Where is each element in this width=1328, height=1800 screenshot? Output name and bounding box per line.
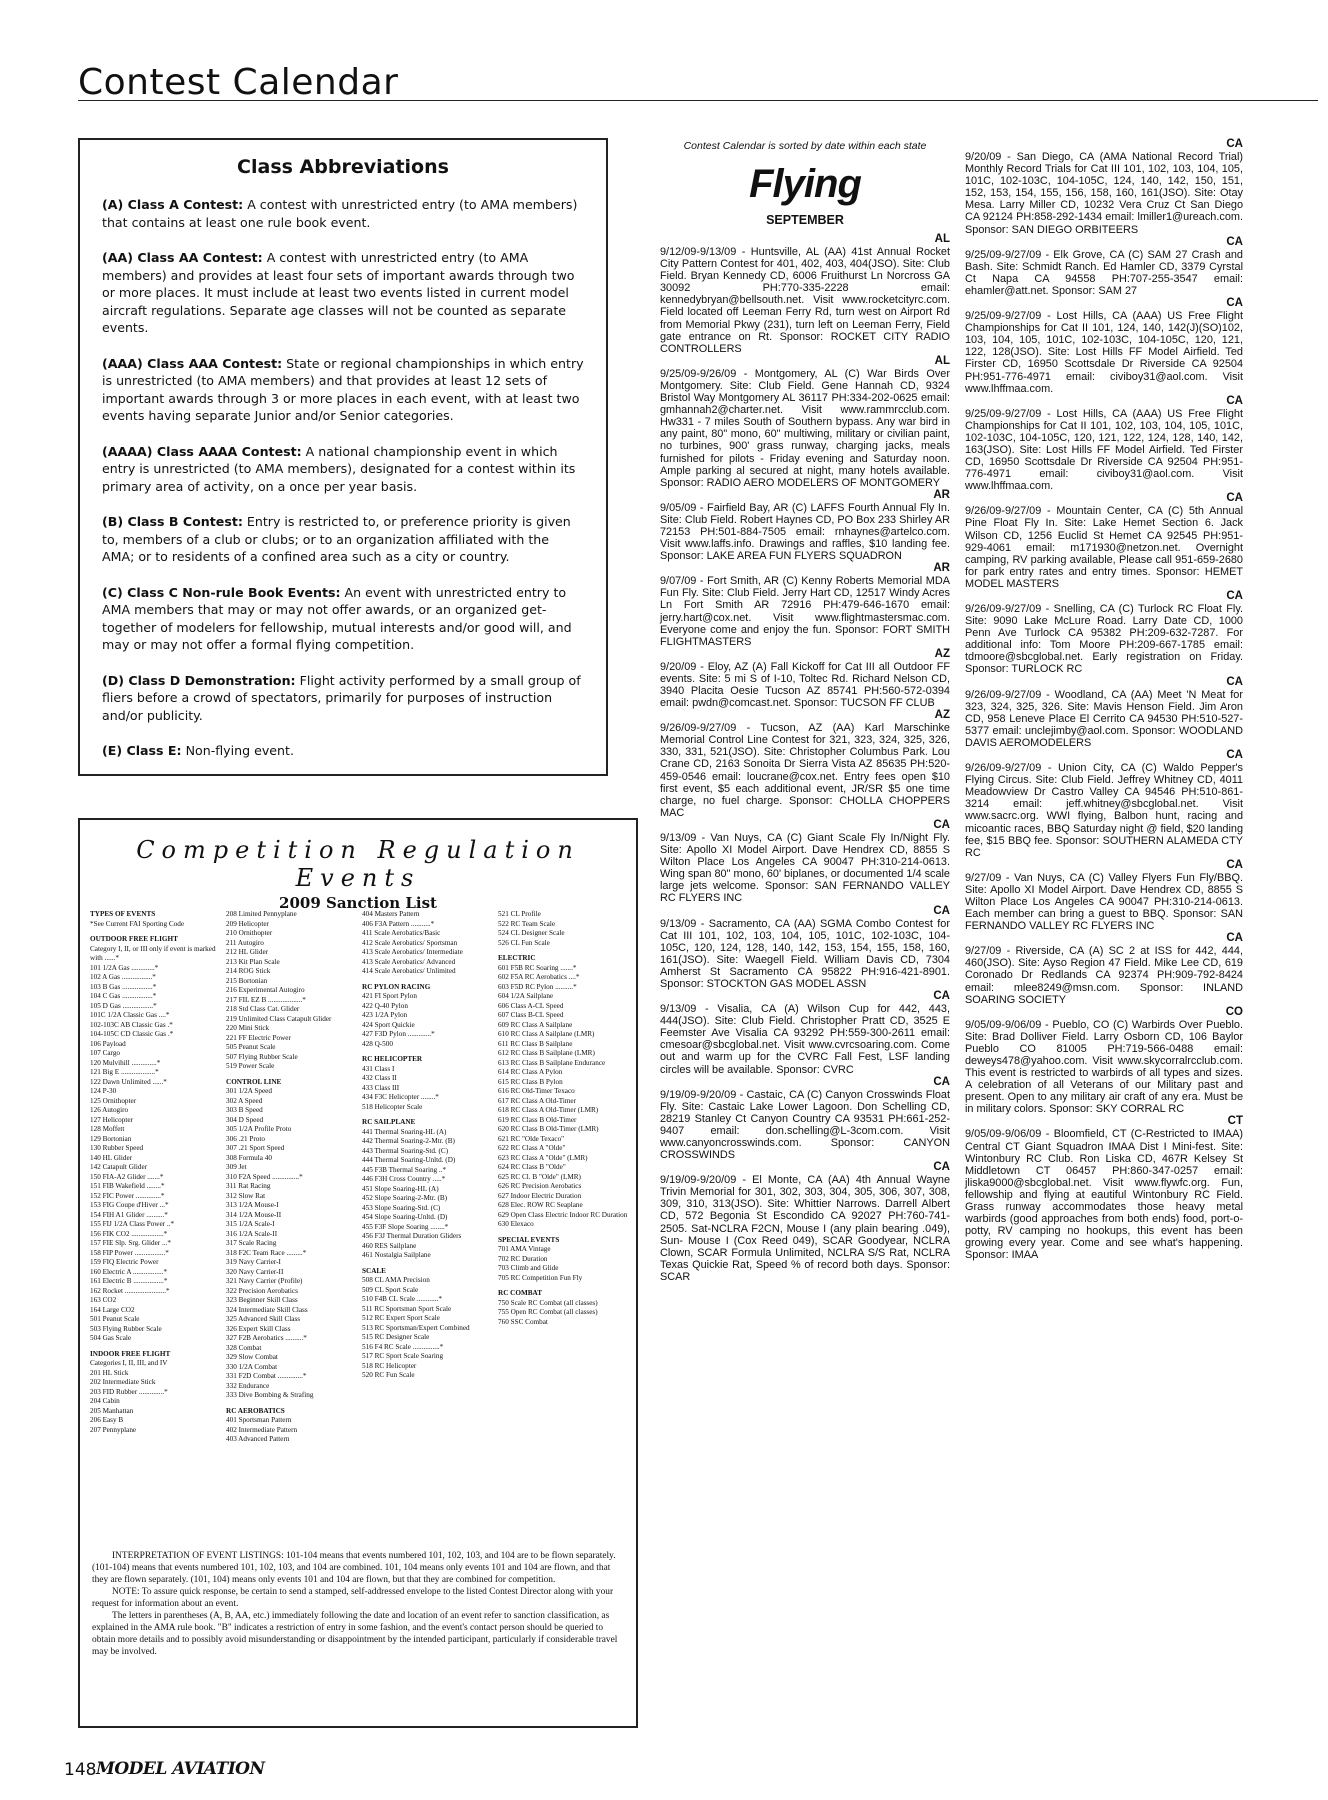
event-code-item: 501 Peanut Scale (90, 1315, 140, 1323)
abbreviation-definition: A contest with unrestricted entry (to AMA members) that contains at least one rule book event. (102, 197, 578, 230)
event-code-item: 424 Sport Quickie (362, 1020, 415, 1029)
sanction-list-subtitle: 2009 Sanction List (279, 894, 437, 912)
event-code-item: 505 Peanut Scale (226, 1043, 276, 1051)
calendar-entry: 9/13/09 - Visalia, CA (A) Wilson Cup for 442, 443, 444(JSO). Site: Club Field. Christopher Pratt CD, 3525 E Feemster Ave Visalia CA 93292 PH:559-300-2611 email: cmesoar@sbcglobal.net. Visit www.cvrcsoaring.com. Come out and warm up for the CVRC Fall Fest, LSF landing circles will be available. Sponsor: CVRC (660, 1003, 950, 1076)
event-code-item: 302 A Speed (226, 1096, 263, 1105)
calendar-column-1 (660, 138, 950, 1283)
event-column (226, 910, 356, 1550)
event-code-item: 317 Scale Racing (226, 1239, 277, 1247)
state-code: CA (933, 818, 950, 831)
event-code-item: 522 RC Team Scale (498, 919, 556, 928)
event-code-item: 702 RC Duration (498, 1254, 548, 1263)
event-code-item: 404 Masters Pattern (362, 910, 420, 918)
event-code-item: 614 RC Class A Pylon (498, 1068, 563, 1076)
event-code-item: 455 F3F Slope Soaring ........* (362, 1222, 449, 1231)
event-code-item: 328 Combat (226, 1343, 262, 1352)
state-code: AL (934, 233, 950, 245)
title-divider (78, 100, 1318, 101)
event-code-item: 521 CL Profile (498, 910, 541, 918)
event-code-item: 607 Class B-CL Speed (498, 1011, 564, 1019)
event-code-item: 316 1/2A Scale-II (226, 1229, 278, 1238)
event-code-item: 627 Indoor Electric Duration (498, 1191, 582, 1200)
event-code-item: 326 Expert Skill Class (226, 1324, 291, 1333)
event-code-item: 432 Class II (362, 1074, 397, 1082)
event-code-item: 154 FIH A1 Glider ..........* (90, 1210, 168, 1219)
abbreviation-definition: Non-flying event. (181, 743, 294, 758)
event-code-item: 515 RC Designer Scale (362, 1333, 430, 1341)
calendar-entry: 9/27/09 - Van Nuys, CA (C) Valley Flyers Fun Fly/BBQ. Site: Apollo XI Model Airport. Dave Hendrex CD, 8855 S Wilton Place Los Angeles CA 90047 PH:310-214-0613. Each member can bring a guest to BBQ. Sponsor: SAN FERNANDO VALLEY RC FLYERS INC (965, 871, 1243, 933)
event-code-item: 760 SSC Combat (498, 1317, 548, 1326)
event-code-item: 159 FIQ Electric Power (90, 1258, 159, 1266)
event-code-item: *See Current FAI Sporting Code (90, 919, 185, 928)
event-code-item: 158 FIP Power .................* (90, 1248, 169, 1257)
event-code-item: 444 Thermal Soaring-Unltd. (D) (362, 1156, 456, 1164)
abbreviation-term: (A) Class A Contest: (102, 197, 244, 212)
state-code: CA (1226, 749, 1243, 762)
event-code-item: 446 F3H Cross Country .....* (362, 1175, 446, 1183)
class-abbreviations-heading: Class Abbreviations (237, 156, 449, 178)
note-paragraph: NOTE: To assure quick response, be certain to send a stamped, self-addressed envelope to the listed Contest Director along with your request for information about an event. (92, 1587, 614, 1609)
event-code-item: 318 F2C Team Race .........* (226, 1248, 307, 1257)
event-code-item: 629 Open Class Electric Indoor RC Duration (498, 1210, 628, 1219)
event-code-item: 205 Manhattan (90, 1406, 134, 1415)
event-code-item: 209 Helicopter (226, 919, 269, 928)
state-code: CA (933, 904, 950, 917)
event-code-item: 604 1/2A Sailplane (498, 992, 554, 1000)
event-code-item: 452 Slope Soaring-2-Mtr. (B) (362, 1194, 448, 1202)
event-code-item: 421 FI Sport Pylon (362, 992, 417, 1000)
event-category-heading: ELECTRIC (498, 954, 536, 962)
state-code: CA (1226, 138, 1243, 150)
calendar-column-2 (965, 138, 1243, 1262)
event-category-heading: OUTDOOR FREE FLIGHT (90, 935, 178, 943)
event-code-item: 156 FIK CO2 ..................* (90, 1229, 168, 1238)
event-code-item: 445 F3B Thermal Soaring ..* (362, 1165, 447, 1174)
event-code-item: 211 Autogiro (226, 938, 264, 947)
event-code-item: 309 Jet (226, 1163, 247, 1171)
event-code-item: 451 Slope Soaring-HL (A) (362, 1184, 439, 1193)
event-code-item: 513 RC Sportsman/Expert Combined (362, 1323, 470, 1332)
calendar-entry: 9/25/09-9/26/09 - Montgomery, AL (C) War Birds Over Montgomery. Site: Club Field. Gene Hannah CD, 9324 Bristol Way Montgomery AL 36117 PH:334-202-0625 email: gmhannah2@charter.net. Visit www.rammrcclub.com. Hw331 - 7 miles South of Southern bypass. Any war bird in any paint, 80" mono, 60" multiwing, military or civilian paint, no turbines, 900' grass runway, charging jacks, meals furnished for pilots - Friday evening and Saturday noon. Ample parking al secured at night, many hotels available. Sponsor: RADIO AERO MODELERS OF MONTGOMERY (660, 367, 950, 489)
event-code-item: 516 F4 RC Scale ...............* (362, 1342, 444, 1351)
abbreviation-term: (C) Class C Non-rule Book Events: (102, 584, 341, 600)
event-column (498, 910, 628, 1550)
event-category-heading: SCALE (362, 1266, 386, 1275)
event-code-item: 207 Pennyplane (90, 1425, 137, 1434)
event-code-item: 213 Kit Plan Scale (226, 957, 280, 966)
event-category-heading: TYPES OF EVENTS (90, 910, 156, 918)
event-code-item: 124 P-30 (90, 1087, 117, 1095)
event-code-item: 127 Helicopter (90, 1115, 133, 1124)
event-code-item: 214 ROG Stick (226, 967, 271, 975)
event-code-item: 305 1/2A Profile Proto (226, 1125, 292, 1133)
state-code: CT (1227, 1115, 1243, 1128)
event-code-item: 208 Limited Pennyplane (226, 910, 297, 918)
event-code-item: 517 RC Sport Scale Soaring (362, 1352, 444, 1360)
state-code: CA (933, 1161, 950, 1174)
event-code-item: 314 1/2A Mouse-II (226, 1210, 282, 1219)
event-code-item: 129 Bortonian (90, 1134, 132, 1143)
event-code-item: 625 RC Cl. B "Olde" (LMR) (498, 1172, 581, 1181)
event-code-item: 315 1/2A Scale-I (226, 1220, 275, 1228)
state-code: AZ (934, 647, 950, 660)
calendar-entry: 9/26/09-9/27/09 - Union City, CA (C) Waldo Pepper's Flying Circus. Site: Club Field. Jeffrey Whitney CD, 4011 Meadowview Dr Castro Valley CA 94546 PH:510-861-3214 email: jeff.whitney@sbcglobal.net. Visit www.sacrc.org. WWI flying, Balbon hunt, racing and micoantic races, BBQ Saturday night @ field, $20 landing fee, $15 BBQ fee. Sponsor: SOUTHERN ALAMEDA CTY RC (965, 762, 1243, 859)
event-category-heading: CONTROL LINE (226, 1077, 282, 1086)
event-code-item: 163 CO2 (90, 1296, 117, 1304)
calendar-entry: 9/26/09-9/27/09 - Snelling, CA (C) Turlock RC Float Fly. Site: 9090 Lake McLure Road. Larry Date CD, 1000 Penn Ave Turlock CA 95382 PH:209-632-7287. For additional info: Tom Moore PH:209-667-1785 email: tdmoore@sbcglobal.net. Early registration on Friday. Sponsor: TURLOCK RC (965, 603, 1243, 676)
calendar-entry: 9/05/09-9/06/09 - Pueblo, CO (C) Warbirds Over Pueblo. Site: Brad Dolliver Field. Larry Osborn CD, 106 Baylor Pueblo CO 81005 PH:719-566-0488 email: deweys478@yahoo.com. Visit www.skycorralrcclub.com. This event is restricted to warbirds of all types and sizes. A celebration of all Veterans of our Military past and present. Open to any military air craft of any era. Must be in military colors. Sponsor: SKY CORRAL RC (965, 1018, 1243, 1116)
event-code-item: 460 RES Sailplane (362, 1241, 417, 1250)
event-code-item: 162 Rocket .......................* (90, 1286, 170, 1295)
abbreviation-definition: A contest with unrestricted entry (to AMA members) and provides at least four sets of important awards through two or more places. It must include at least two events listed in current model aircraft regulations. Separate age classes will not be counted as separate events. (102, 250, 575, 335)
event-code-item: 332 Endurance (226, 1381, 270, 1390)
event-code-item: 215 Bortonian (226, 976, 268, 985)
event-code-item: 329 Slow Combat (226, 1353, 278, 1361)
event-code-item: 102-103C AB Classic Gas .* (90, 1020, 173, 1029)
abbreviation-term: (AAAA) Class AAAA Contest: (102, 443, 302, 459)
event-code-item: 217 FIL EZ B ...................* (226, 995, 306, 1004)
event-code-item: 427 F3D Pylon .............* (362, 1030, 435, 1038)
event-code-item: 509 CL Sport Scale (362, 1285, 419, 1294)
event-code-item: 434 F3C Helicopter ........* (362, 1093, 439, 1101)
event-code-item: 216 Experimental Autogiro (226, 986, 305, 994)
event-code-item: 623 RC Class A "Olde" (LMR) (498, 1153, 588, 1162)
event-code-item: 206 Easy B (90, 1416, 124, 1424)
state-code: AR (933, 562, 950, 575)
event-code-item: 157 FIE Slp. Srg. Glider ...* (90, 1239, 171, 1247)
event-category-heading: INDOOR FREE FLIGHT (90, 1349, 171, 1358)
event-code-item: 520 RC Fun Scale (362, 1371, 415, 1379)
event-code-item: 626 RC Precision Aerobatics (498, 1182, 582, 1190)
event-code-item: 201 HL Stick (90, 1368, 129, 1377)
calendar-entry: 9/26/09-9/27/09 - Tucson, AZ (AA) Karl Marschinke Memorial Control Line Contest for 321, 323, 324, 325, 326, 330, 331, 521(JSO). Site: Christopher Columbus Park. Lou Crane CD, 2163 Sonoita Dr Sierra Vista AZ 85635 PH:520-459-0546 email: loucrane@cox.net. Entry fees open $10 first event, $5 each additional event, JR/SR $5 one time charge, no fuel charge. Sponsor: CHOLLA CHOPPERS MAC (660, 722, 950, 819)
calendar-entries-2 (965, 138, 1243, 1262)
month-heading: SEPTEMBER (766, 213, 844, 227)
event-code-item: 401 Sportsman Pattern (226, 1416, 292, 1424)
event-code-item: 307 .21 Sport Speed (226, 1144, 285, 1152)
state-code: AR (933, 488, 950, 501)
event-code-item: 121 Big E ...................* (90, 1068, 159, 1076)
event-category-heading: SPECIAL EVENTS (498, 1235, 560, 1244)
event-code-item: 164 Large CO2 (90, 1305, 135, 1314)
event-code-item: 101C 1/2A Classic Gas ....* (90, 1011, 170, 1019)
event-code-item: 428 Q-500 (362, 1039, 393, 1048)
event-code-item: 413 Scale Aerobatics/ Advanced (362, 957, 456, 966)
abbreviation-term: (B) Class B Contest: (102, 514, 243, 529)
event-code-item: 403 Advanced Pattern (226, 1435, 290, 1443)
calendar-entry: 9/13/09 - Van Nuys, CA (C) Giant Scale Fly In/Night Fly. Site: Apollo XI Model Airport. Dave Hendrex CD, 8855 S Wilton Place Los Angeles CA 90047 PH:310-214-0613. Wing span 80" mono, 60' biplanes, or documented 1/4 scale large jets welcome. Sponsor: SAN FERNANDO VALLEY RC FLYERS INC (660, 831, 950, 905)
abbreviation-item (102, 443, 584, 496)
calendar-entry: 9/20/09 - San Diego, CA (AMA National Record Trial) Monthly Record Trials for Cat III 101, 102, 103, 104, 105, 101C, 102-103C, 104-105C, 124, 140, 142, 150, 151, 152, 153, 154, 155, 156, 158, 160, 161(JSO). Site: Otay Mesa. Larry Miller CD, 10232 Vera Cruz Ct San Diego CA 92124 PH:858-292-1434 email: lmiller1@ureach.com. Sponsor: SAN DIEGO ORBITEERS (965, 151, 1243, 236)
event-code-item: 325 Advanced Skill Class (226, 1315, 301, 1323)
event-category-heading: RC SAILPLANE (362, 1118, 416, 1126)
event-code-item: 431 Class I (362, 1064, 395, 1073)
abbreviation-item (102, 672, 584, 725)
event-code-item: 602 F5A RC Aerobatics ....* (498, 973, 580, 981)
event-code-item: 312 Slow Rat (226, 1191, 266, 1200)
event-code-item: 103 B Gas .................* (90, 982, 157, 991)
event-code-item: 153 FIG Coupe d'Hiver ...* (90, 1201, 169, 1209)
event-code-item: 301 1/2A Speed (226, 1087, 272, 1095)
event-column (90, 910, 220, 1550)
event-code-item: 750 Scale RC Combat (all classes) (498, 1298, 598, 1307)
event-code-item: 212 HL Glider (226, 948, 269, 956)
event-code-item: 155 FIJ 1/2A Class Power ..* (90, 1220, 175, 1228)
abbreviation-item (102, 355, 584, 425)
event-code-item: 120 Mulvihill ..............* (90, 1058, 161, 1067)
event-code-item: 152 FIC Power ..............* (90, 1191, 165, 1200)
event-code-item: 130 Rubber Speed (90, 1144, 144, 1152)
event-code-item: 330 1/2A Combat (226, 1362, 278, 1371)
event-code-item: Category I, II, or III only if event is marked with ......* (90, 944, 216, 962)
event-code-item: 140 HL Glider (90, 1153, 133, 1162)
event-code-item: 615 RC Class B Pylon (498, 1077, 563, 1086)
event-code-item: 705 RC Competition Fun Fly (498, 1273, 583, 1282)
abbreviation-definition: An event with unrestricted entry to AMA members that may or may not offer awards, or an organized get-together of modelers for fellowship, mutual interests and/or good will, and may or may not offer a formal flying competition. (102, 584, 572, 652)
event-code-item: 303 B Speed (226, 1106, 263, 1114)
event-code-item: 313 1/2A Mouse-I (226, 1201, 279, 1209)
event-code-item: 220 Mini Stick (226, 1024, 270, 1032)
event-code-item: 142 Catapult Glider (90, 1163, 148, 1171)
state-code: CA (1226, 675, 1243, 688)
abbreviation-definition: Flight activity performed by a small group of fliers before a crowd of spectators, primarily for purposes of instruction and/or publicity. (102, 672, 581, 723)
sort-note: Contest Calendar is sorted by date within each state (683, 140, 927, 152)
event-code-item: 611 RC Class B Sailplane (498, 1039, 573, 1048)
event-code-item: 321 Navy Carrier (Profile) (226, 1277, 303, 1285)
event-code-item: 333 Dive Bombing & Strafing (226, 1391, 314, 1399)
event-code-item: 441 Thermal Soaring-HL (A) (362, 1127, 447, 1136)
event-code-item: 128 Moffett (90, 1125, 125, 1133)
abbreviation-definition: Entry is restricted to, or preference priority is given to, members of a club or clubs; or to an organization affiliated with the AMA; or to residents of a confined area such as a city or country. (102, 514, 571, 564)
event-code-item: 461 Nostalgia Sailplane (362, 1251, 431, 1259)
calendar-entry: 9/25/09-9/27/09 - Lost Hills, CA (AAA) US Free Flight Championships for Cat II 101, 124, 140, 142(J)(SO)102, 103, 104, 105, 101C, 102-103C, 104-105C, 120, 121, 122, 128(JSO). Site: Lost Hills FF Model Airfield. Ted Firster CD, 16950 Scottsdale Dr Riverside CA 92504 PH:951-776-4971 email: civiboy31@aol.com. Visit www.lhffmaa.com. (965, 310, 1243, 395)
event-code-item: 508 CL AMA Precision (362, 1276, 430, 1284)
event-category-heading: RC HELICOPTER (362, 1055, 423, 1063)
event-code-item: 422 Q-40 Pylon (362, 1001, 408, 1010)
event-code-item: 311 Rat Racing (226, 1182, 271, 1190)
event-code-item: 104-105C CD Classic Gas .* (90, 1030, 174, 1038)
event-code-item: 304 D Speed (226, 1115, 264, 1124)
abbreviation-term: (AA) Class AA Contest: (102, 250, 263, 265)
abbreviation-definition: State or regional championships in which entry is unrestricted (to AMA members) and that provides at least 12 sets of important awards through 3 or more places in each event, with at least two events having separate Junior and/or Senior categories. (102, 355, 584, 423)
event-code-item: 413 Scale Aerobatics/ Intermediate (362, 948, 463, 956)
event-code-item: 603 F5D RC Pylon ..........* (498, 982, 577, 991)
page-number: 148 (64, 1760, 97, 1780)
event-code-item: 701 AMA Vintage (498, 1245, 551, 1253)
abbreviation-term: (AAA) Class AAA Contest: (102, 355, 283, 371)
event-code-item: 504 Gas Scale (90, 1334, 132, 1342)
interpretation-notes (92, 1550, 622, 1658)
calendar-entry: 9/19/09-9/20/09 - El Monte, CA (AA) 4th Annual Wayne Trivin Memorial for 301, 302, 303, 304, 305, 306, 307, 308, 309, 310, 313(JSO). Site: Whittier Narrows. Darrell Albert CD, 572 Begonia St Escondido CA 92027 PH:760-741-2505. Sat-NCLRA F2CN, Mouse I (any plain bearing .049), Sun- Mouse I (Cox Reed 049), SCAR Goodyear, NCLRA Clown, SCAR Formula Unlimited, NCLRA S/S Rat, NCLRA Texas Quickie Rat, Speed % of record both days. Sponsor: SCAR (660, 1174, 950, 1283)
event-code-item: 221 FF Electric Power (226, 1033, 291, 1042)
state-code: CA (1226, 492, 1243, 505)
event-code-item: 202 Intermediate Stick (90, 1378, 156, 1386)
event-code-item: 524 CL Designer Scale (498, 929, 565, 937)
event-code-columns (90, 910, 630, 1550)
event-code-item: 101 1/2A Gas .............* (90, 963, 159, 972)
event-code-item: 503 Flying Rubber Scale (90, 1324, 162, 1333)
event-code-item: 331 F2D Combat ..............* (226, 1372, 307, 1380)
event-code-item: 308 Formula 40 (226, 1153, 272, 1162)
event-code-item: 613 RC Class B Sailplane Endurance (498, 1058, 606, 1067)
calendar-entry: 9/05/09-9/06/09 - Bloomfield, CT (C-Restricted to IMAA) Central CT Giant Squadron IMAA Dist I Mini-fest. Site: Wintonbury RC Club. Ron Liska CD, 467R Kelsey St Middletown CT 06457 PH:860-347-0257 email: jliska9000@sbcglobal.net. Visit www.flywfc.org. Fun, fellowship and flying at eautiful Wintonbury RC Field. Grass runway accommodates those heavy metal warbirds (good approaches from both ends) food, port-o-potty, RV camping no hookups, this event has been growing every year. Come and see what's happening. Sponsor: IMAA (965, 1128, 1243, 1262)
note-paragraph: The letters in parentheses (A, B, AA, etc.) immediately following the date and location of an event refer to sanction classification, as explained in the AMA rule book. "B" indicates a restriction of entry in some fashion, and the event's contact person should be queried to obtain more details and to possibly avoid misunderstanding or disappointment by the intended participant, particularly if considerable travel may be involved. (92, 1611, 618, 1657)
state-code: CA (1226, 932, 1243, 945)
event-code-item: 628 Elec. ROW RC Seaplane (498, 1201, 583, 1209)
event-code-item: 203 FID Rubber ..............* (90, 1387, 168, 1396)
event-code-item: 630 Elexaco (498, 1220, 534, 1228)
event-code-item: 210 Ornithopter (226, 929, 273, 937)
state-code: CA (933, 1075, 950, 1088)
abbreviation-definition: A national championship event in which entry is unrestricted (to AMA members), designated for a contest within its primary area of activity, on a once per year basis. (102, 443, 576, 494)
event-code-item: 456 F3J Thermal Duration Gliders (362, 1232, 462, 1240)
calendar-entry: 9/13/09 - Sacramento, CA (AA) SGMA Combo Contest for Cat III 101, 102, 103, 104, 105, 101C, 102-103C, 104-105C, 120, 124, 128, 140, 142, 153, 154, 155, 158, 160, 161(JSO). Site: Waegell Field. William Davis CD, 7304 Amherst St Sacramento CA 95822 PH:916-421-8901. Sponsor: STOCKTON GAS MODEL ASSN (660, 917, 950, 990)
event-code-item: 306 .21 Proto (226, 1134, 265, 1143)
state-code: AL (934, 354, 950, 367)
event-code-item: 624 RC Class B "Olde" (498, 1163, 566, 1171)
event-code-item: 518 Helicopter Scale (362, 1102, 423, 1111)
event-code-item: 125 Ornithopter (90, 1096, 137, 1105)
event-category-heading: RC PYLON RACING (362, 982, 431, 991)
event-code-item: 610 RC Class A Sailplane (LMR) (498, 1030, 595, 1038)
magazine-name: MODEL AVIATION (96, 1759, 265, 1779)
event-code-item: 411 Scale Aerobatics/Basic (362, 929, 441, 937)
event-code-item: 454 Slope Soaring-Unltd. (D) (362, 1213, 448, 1221)
event-code-item: 612 RC Class B Sailplane (LMR) (498, 1049, 595, 1057)
event-code-item: 102 A Gas .................* (90, 973, 156, 981)
competition-title: Competition Regulation Events (136, 836, 580, 892)
state-code: CA (1226, 235, 1243, 248)
event-code-item: 324 Intermediate Skill Class (226, 1305, 308, 1314)
abbreviation-item (102, 249, 584, 337)
event-code-item: 507 Flying Rubber Scale (226, 1052, 298, 1061)
abbreviation-item (102, 513, 584, 566)
event-category-heading: RC AEROBATICS (226, 1406, 285, 1415)
calendar-entries-1 (660, 233, 950, 1283)
state-code: CA (1226, 590, 1243, 602)
event-code-item: 616 RC Old-Timer Texaco (498, 1087, 575, 1095)
event-code-item: 620 RC Class B Old-Timer (LMR) (498, 1125, 599, 1133)
event-code-item: 518 RC Helicopter (362, 1361, 417, 1370)
event-code-item: 151 FIB Wakefield ........* (90, 1182, 165, 1190)
state-code: CA (933, 990, 950, 1003)
event-code-item: 126 Autogiro (90, 1106, 129, 1114)
state-code: AZ (934, 709, 950, 722)
event-code-item: 327 F2B Aerobatics ..........* (226, 1334, 307, 1342)
event-code-item: 402 Intermediate Pattern (226, 1425, 298, 1434)
event-code-item: 160 Electric A .................* (90, 1267, 168, 1276)
event-code-item: 443 Thermal Soaring-Std. (C) (362, 1146, 449, 1155)
calendar-entry: 9/25/09-9/27/09 - Elk Grove, CA (C) SAM 27 Crash and Bash. Site: Schmidt Ranch. Ed Hamler CD, 3379 Cyrstal Ct Napa CA 94558 PH:707-255-3547 email: ehamler@att.net. Sponsor: SAM 27 (965, 248, 1243, 297)
event-code-item: 617 RC Class A Old-Timer (498, 1096, 577, 1105)
abbreviation-term: (E) Class E: (102, 743, 182, 758)
event-code-item: 319 Navy Carrier-I (226, 1258, 281, 1266)
event-code-item: 512 RC Expert Sport Scale (362, 1314, 440, 1322)
calendar-entry: 9/27/09 - Riverside, CA (A) SC 2 at ISS for 442, 444, 460(JSO). Site: Ayso Region 47 Field. Mike Lee CD, 619 Coronado Dr Redlands CA 92374 PH:909-792-8424 email: mlee8249@msn.com. Sponsor: INLAND SOARING SOCIETY (965, 945, 1243, 1006)
event-code-item: 320 Navy Carrier-II (226, 1267, 284, 1276)
event-column (362, 910, 492, 1550)
calendar-entry: 9/26/09-9/27/09 - Woodland, CA (AA) Meet 'N Meat for 323, 324, 325, 326. Site: Mavis Henson Field. Jim Aron CD, 958 Leneve Place El Cerrito CA 94530 PH:510-527-5377 email: unclejimby@aol.com. Sponsor: WOODLAND DAVIS AEROMODELERS (965, 688, 1243, 749)
state-code: CA (1226, 858, 1243, 871)
event-code-item: 414 Scale Aerobatics/ Unlimited (362, 967, 456, 975)
event-code-item: 218 Std Class Cat. Glider (226, 1005, 300, 1013)
event-code-item: 606 Class A-CL Speed (498, 1001, 564, 1010)
competition-regulation-box (78, 818, 638, 1728)
event-code-item: 622 RC Class A "Olde" (498, 1144, 566, 1152)
event-code-item: 122 Dawn Unlimited ......* (90, 1077, 167, 1086)
event-code-item: 755 Open RC Combat (all classes) (498, 1308, 598, 1316)
event-code-item: 105 D Gas .................* (90, 1001, 157, 1010)
calendar-entry: 9/19/09-9/20/09 - Castaic, CA (C) Canyon Crosswinds Float Fly. Site: Castaic Lake Lower Lagoon. Don Schelling CD, 28219 Stanley Ct Canyon Country CA 93531 PH:661-252-9407 email: don.schelling@L-3com.com. Visit www.canyoncrosswinds.com. Sponsor: CANYON CROSSWINDS (660, 1088, 950, 1162)
event-code-item: 412 Scale Aerobatics/ Sportsman (362, 938, 458, 947)
event-code-item: 310 F2A Speed ...............* (226, 1172, 303, 1181)
event-code-item: 618 RC Class A Old-Timer (LMR) (498, 1106, 599, 1114)
event-code-item: 423 1/2A Pylon (362, 1011, 408, 1019)
calendar-entry: 9/25/09-9/27/09 - Lost Hills, CA (AAA) US Free Flight Championships for Cat II 101, 102, 103, 104, 105, 101C, 102-103C, 104-105C, 120, 121, 122, 124, 128, 140, 142, 163(JSO). Site: Lost Hills FF Model Airfield. Ted Firster CD, 16950 Scottsdale Dr Riverside CA 92504 PH:951-776-4971 email: civiboy31@aol.com. Visit www.lhffmaa.com. (965, 407, 1243, 493)
event-code-item: 511 RC Sportsman Sport Scale (362, 1304, 452, 1313)
event-code-item: 322 Precision Aerobatics (226, 1286, 298, 1295)
event-code-item: 106 Payload (90, 1039, 126, 1048)
event-code-item: 150 FIA-A2 Glider .......* (90, 1172, 164, 1181)
event-code-item: 433 Class III (362, 1083, 400, 1092)
calendar-entry: 9/12/09-9/13/09 - Huntsville, AL (AA) 41st Annual Rocket City Pattern Contest for 401, 402, 403, 404(JSO). Site: Club Field. Bryan Kennedy CD, 6006 Fruithurst Ln Norcross GA 30092 PH:770-335-2228 email: kennedybryan@bellsouth.net. Visit www.rocketcityrc.com. Field located off Leeman Ferry Rd, turn west on Airport Rd from Memorial Pkwy (231), turn left on Leeman Ferry, Field gate entrance on Rt. Sponsor: ROCKET CITY RADIO CONTROLLERS (660, 246, 950, 355)
event-code-item: Categories I, II, III, and IV (90, 1359, 168, 1367)
calendar-entry: 9/20/09 - Eloy, AZ (A) Fall Kickoff for Cat III all Outdoor FF events. Site: 5 mi S of I-10, Toltec Rd. Richard Nelson CD, 3940 Placita Oesie Tucson AZ 85741 PH:560-572-0394 email: pwdn@comcast.net. Sponsor: TUCSON FF CLUB (660, 660, 950, 710)
calendar-entry: 9/07/09 - Fort Smith, AR (C) Kenny Roberts Memorial MDA Fun Fly. Site: Club Field. Jerry Hart CD, 12517 Windy Acres Ln Fort Smith AR 72916 PH:479-646-1670 email: jerry.hart@cox.net. Visit www.flightmastersmac.com. Everyone come and enjoy the fun. Sponsor: FORT SMITH FLIGHTMASTERS (660, 575, 950, 648)
event-code-item: 510 F4B CL Scale ............* (362, 1295, 442, 1303)
flying-heading: Flying (749, 162, 861, 206)
event-code-item: 219 Unlimited Class Catapult Glider (226, 1014, 332, 1023)
event-code-item: 442 Thermal Soaring-2-Mtr. (B) (362, 1137, 455, 1145)
state-code: CA (1226, 394, 1243, 407)
state-code: CA (1226, 297, 1243, 310)
event-code-item: 619 RC Class B Old-Timer (498, 1115, 577, 1124)
abbreviation-term: (D) Class D Demonstration: (102, 672, 296, 688)
state-code: CO (1225, 1005, 1243, 1018)
event-code-item: 161 Electric B .................* (90, 1277, 168, 1285)
event-code-item: 621 RC "Olde Texaco" (498, 1134, 565, 1143)
calendar-entry: 9/26/09-9/27/09 - Mountain Center, CA (C) 5th Annual Pine Float Fly In. Site: Lake Hemet Section 6. Jack Wilson CD, 1256 Euclid St Hemet CA 92545 PH:951-929-4061 email: m171930@netzon.net. Overnight camping, RV parking available, Please call 951-659-2680 for park entry rates and entry times. Sponsor: HEMET MODEL MASTERS (965, 505, 1243, 590)
abbreviation-item (102, 196, 584, 231)
abbreviation-item (102, 742, 584, 760)
calendar-entry: 9/05/09 - Fairfield Bay, AR (C) LAFFS Fourth Annual Fly In. Site: Club Field. Robert Haynes CD, PO Box 233 Shirley AR 72153 PH:501-884-7505 email: rnhaynes@artelco.com. Visit www.laffs.info. Drawings and raffles, $10 landing fee. Sponsor: LAKE AREA FUN FLYERS SQUADRON (660, 501, 950, 563)
page-title: Contest Calendar (78, 62, 399, 103)
event-code-item: 104 C Gas .................* (90, 992, 157, 1000)
event-code-item: 609 RC Class A Sailplane (498, 1020, 573, 1029)
event-code-item: 406 F3A Pattern ...........* (362, 919, 435, 928)
event-code-item: 703 Climb and Glide (498, 1264, 559, 1272)
event-code-item: 601 F5B RC Soaring .......* (498, 963, 577, 972)
event-code-item: 107 Cargo (90, 1049, 121, 1057)
event-category-heading: RC COMBAT (498, 1289, 542, 1297)
class-abbreviations-box (78, 138, 608, 776)
class-abbreviations-list (102, 196, 584, 760)
abbreviation-item (102, 584, 584, 654)
event-code-item: 526 CL Fun Scale (498, 938, 550, 947)
event-code-item: 204 Cabin (90, 1397, 120, 1405)
event-code-item: 323 Beginner Skill Class (226, 1296, 298, 1304)
note-paragraph: INTERPRETATION OF EVENT LISTINGS: 101-104 means that events numbered 101, 102, 103, and 104 are to be flown separately. (101-104) means that events numbered 101, 102, 103, and 104 are combined. 101, 104 means only events 101 and 104 are flown, and that they are flown separately. (101, 104) means only events 101 and 104 are flown, but that they are combined for competition. (92, 1551, 616, 1585)
event-code-item: 519 Power Scale (226, 1062, 275, 1070)
event-code-item: 453 Slope Soaring-Std. (C) (362, 1203, 441, 1212)
